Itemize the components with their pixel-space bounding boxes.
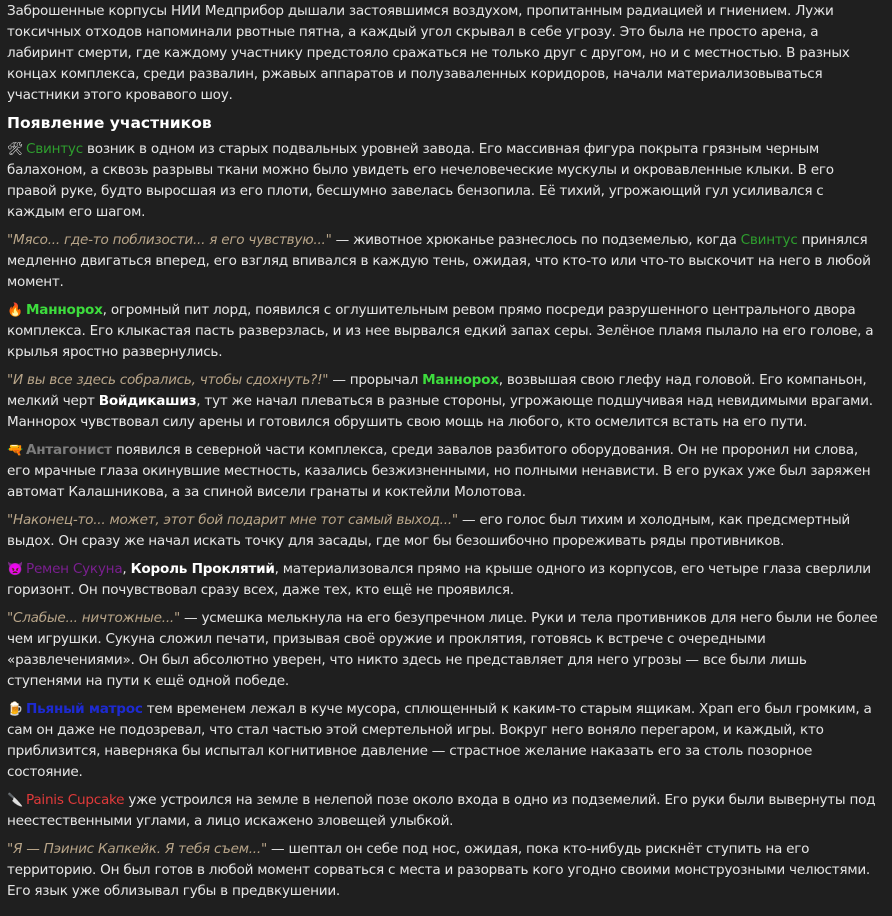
drunk-sailor-appearance-paragraph <box>7 699 878 783</box>
painis-appearance-paragraph <box>7 790 878 832</box>
participant-name-svintus: Свинтус <box>26 141 83 157</box>
paragraph-text: , возвышая свою глефу над головой. Его компаньон, мелкий черт <box>7 372 867 409</box>
paragraph-text: уже устроился на земле в нелепой позе около входа в одно из подземелий. Его руки были вывернуты под неестественными углами, а лицо искажено зловещей улыбкой. <box>7 792 876 829</box>
sukuna-quote-paragraph <box>7 608 878 692</box>
gun-icon: 🔫 <box>7 443 23 458</box>
quote-text: "И вы все здесь собрались, чтобы сдохнуть?!" <box>7 372 329 388</box>
paragraph-text: возник в одном из старых подвальных уровней завода. Его массивная фигура покрыта грязным черным балахоном, а сквозь разрывы ткани можно было увидеть его нечеловеческие мускулы и окровавленные клыки. В его правой руке, будто выросшая из его плоти, бесшумно завелась бензопила. Её тихий, угрожающий гул усиливался с каждым его шагом. <box>7 141 834 220</box>
participant-name-sukuna: Ремен Сукуна <box>26 561 123 577</box>
paragraph-text: , материализовался прямо на крыше одного из корпусов, его четыре глаза сверлили горизонт. Он почувствовал сразу всех, даже тех, кто ещё не проявился. <box>7 561 871 598</box>
paragraph-text: появился в северной части комплекса, среди завалов разбитого оборудования. Он не проронил ни слова, его мрачные глаза окинувшие местность, казались безжизненными, но полными ненависти. В его руках уже был заряжен автомат Калашникова, а за спиной висели гранаты и коктейли Молотова. <box>7 442 871 500</box>
title-king-of-curses: Король Проклятий <box>130 561 275 577</box>
companion-name: Войдикашиз <box>98 393 197 409</box>
devil-face-icon: 👿 <box>7 562 23 577</box>
quote-text: "Наконец-то... может, этот бой подарит мне тот самый выход..." <box>7 512 458 528</box>
participant-name-painis-cupcake: Painis Cupcake <box>26 792 125 808</box>
participant-name-drunk-sailor: Пьяный матрос <box>26 701 143 717</box>
knife-icon: 🔪 <box>7 793 23 808</box>
paragraph-text: — животное хрюканье разнеслось по подземелью, когда <box>331 232 741 248</box>
participant-name-mannoroh: Маннорох <box>422 372 499 388</box>
participant-name-mannoroh: Маннорох <box>26 302 103 318</box>
mannoroh-appearance-paragraph <box>7 300 878 363</box>
paragraph-text: , огромный пит лорд, появился с оглушительным ревом прямо посреди разрушенного центрального двора комплекса. Его клыкастая пасть разверзлась, и из нее вырвался едкий запах серы. Зелёное пламя пылало на его голове, а крылья яростно развернулись. <box>7 302 874 360</box>
section-heading: Появление участников <box>7 114 212 132</box>
antagonist-appearance-paragraph <box>7 440 878 503</box>
quote-text: "Слабые... ничтожные..." <box>7 610 180 626</box>
painis-quote-paragraph <box>7 839 878 902</box>
antagonist-quote-paragraph <box>7 510 878 552</box>
paragraph-text: — прорычал <box>328 372 423 388</box>
sukuna-appearance-paragraph <box>7 559 878 601</box>
paragraph-text: , тут же начал плеваться в разные стороны, угрожающе подшучивая над невидимыми врагами. Маннорох чувствовал силу арены и готовился обрушить свою мощь на любого, кто осмелится встать на его пути. <box>7 393 873 430</box>
intro-paragraph: Заброшенные корпусы НИИ Медприбор дышали застоявшимся воздухом, пропитанным радиацией и гниением. Лужи токсичных отходов напоминали рвотные пятна, а каждый угол скрывал в себе угрозу. Это была не просто арена, а лабиринт смерти, где каждому участнику предстояло сражаться не только друг с другом, но и с местностью. В разных концах комплекса, среди развалин, ржавых аппаратов и полузаваленных коридоров, начали материализовываться участники этого кровавого шоу. <box>7 3 850 103</box>
svintus-appearance-paragraph <box>7 139 878 223</box>
paragraph-text: — его голос был тихим и холодным, как предсмертный выдох. Он сразу же начал искать точку для засады, где мог бы безошибочно прореживать ряды противников. <box>7 512 851 549</box>
participant-name-antagonist: Антагонист <box>26 442 112 458</box>
participant-name-svintus: Свинтус <box>740 232 798 248</box>
paragraph-text: принялся медленно двигаться вперед, его взгляд впивался в каждую тень, ожидая, что кто-то или что-то выскочит на него в любой момент. <box>7 232 871 290</box>
quote-text: "Я — Пэинис Капкейк. Я тебя съем..." <box>7 841 267 857</box>
paragraph-text: тем временем лежал в куче мусора, сплющенный к каким-то старым ящикам. Храп его был громким, а сам он даже не подозревал, что стал частью этой смертельной игры. Вокруг него воняло перегаром, и каждый, кто приблизится, наверняка бы испытал когнитивное давление — страстное желание наказать его за столь позорное состояние. <box>7 701 872 780</box>
beer-mug-icon: 🍺 <box>7 702 23 717</box>
quote-text: "Мясо... где-то поблизости... я его чувствую..." <box>7 232 332 248</box>
mannoroh-quote-paragraph <box>7 370 878 433</box>
paragraph-text: , <box>122 561 131 577</box>
svintus-quote-paragraph <box>7 230 878 293</box>
hammer-wrench-icon: 🛠 <box>7 142 24 157</box>
fire-icon: 🔥 <box>7 303 23 318</box>
paragraph-text: — шептал он себе под нос, ожидая, пока кто-нибудь рискнёт ступить на его территорию. Он был готов в любой момент сорваться с места и разорвать кого угодно своими монструозными челюстями. Его язык уже облизывал губы в предвкушении. <box>7 841 871 899</box>
paragraph-text: — усмешка мелькнула на его безупречном лице. Руки и тела противников для него были не более чем игрушки. Сукуна сложил печати, призывая своё оружие и проклятия, готовясь к встрече с очередными «развлечениями». Он был абсолютно уверен, что никто здесь не представляет для него угрозы — все были лишь ступенями на пути к ещё одной победе. <box>7 610 878 689</box>
